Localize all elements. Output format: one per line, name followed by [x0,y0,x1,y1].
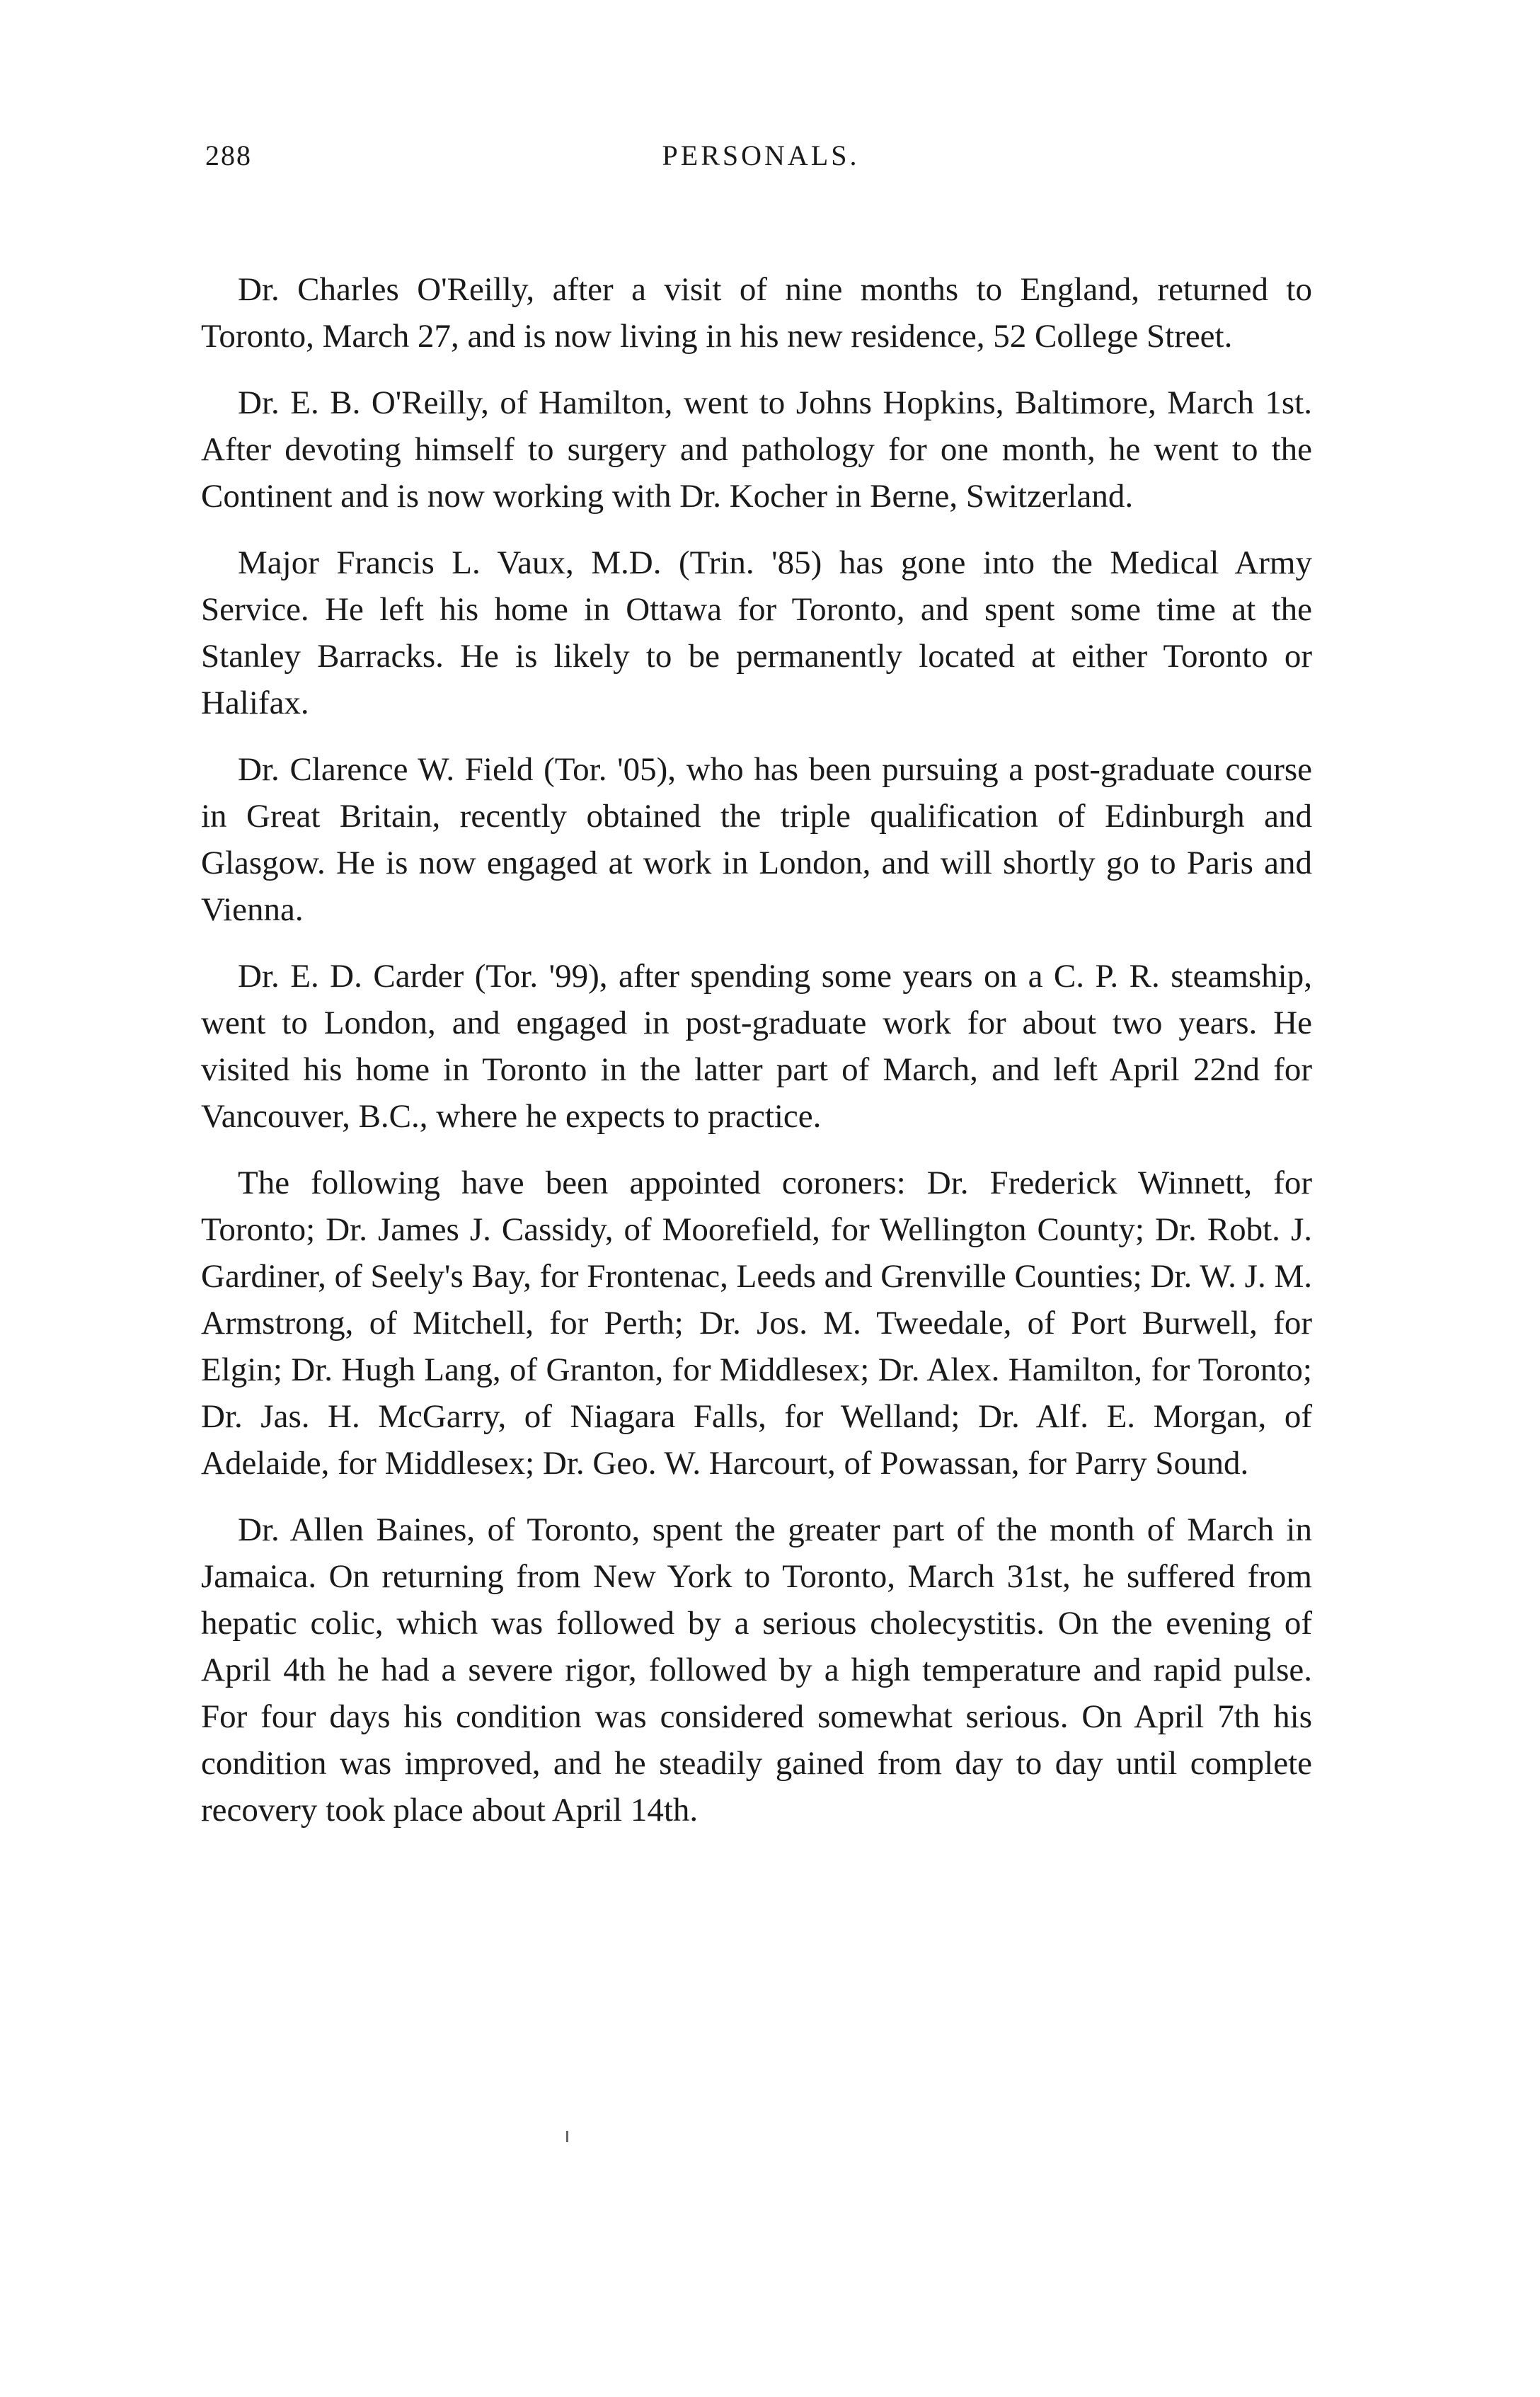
paragraph-coroners: The following have been appointed coroners: Dr. Frederick Winnett, for Toronto; Dr. James J. Cassidy, of Moorefield, for Wellington County; Dr. Robt. J. Gardiner, of Seely's Bay, for Frontenac, Leeds and Grenville Counties; Dr. W. J. M. Armstrong, of Mitchell, for Perth; Dr. Jos. M. Tweedale, of Port Burwell, for Elgin; Dr. Hugh Lang, of Granton, for Middlesex; Dr. Alex. Hamilton, for Toronto; Dr. Jas. H. McGarry, of Niagara Falls, for Welland; Dr. Alf. E. Morgan, of Adelaide, for Middlesex; Dr. Geo. W. Harcourt, of Powassan, for Parry Sound. [201,1165,1312,1482]
page-number: 288 [205,139,252,171]
body-text [201,266,1312,1853]
running-title: PERSONALS. [662,139,860,171]
paragraph-allen-baines: Dr. Allen Baines, of Toronto, spent the greater part of the month of March in Jamaica. On returning from New York to Toronto, March 31st, he suffered from hepatic colic, which was followed by a serious cholecystitis. On the evening of April 4th he had a severe rigor, followed by a high temperature and rapid pulse. For four days his condition was considered somewhat serious. On April 7th his condition was improved, and he steadily gained from day to day until complete recovery took place about April 14th. [201,1511,1312,1829]
paragraph-charles-oreilly: Dr. Charles O'Reilly, after a visit of nine months to England, returned to Toronto, March 27, and is now living in his new residence, 52 College Street. [201,271,1312,355]
paragraph-francis-vaux: Major Francis L. Vaux, M.D. (Trin. '85) has gone into the Medical Army Service. He left his home in Ottawa for Toronto, and spent some time at the Stanley Barracks. He is likely to be permanently located at either Toronto or Halifax. [201,544,1312,721]
paragraph-clarence-field: Dr. Clarence W. Field (Tor. '05), who has been pursuing a post-graduate course in Great Britain, recently obtained the triple qualification of Edinburgh and Glasgow. He is now engaged at work in London, and will shortly go to Paris and Vienna. [201,751,1312,928]
paragraph-ed-carder: Dr. E. D. Carder (Tor. '99), after spending some years on a C. P. R. steamship, went to London, and engaged in post-graduate work for about two years. He visited his home in Toronto in the latter part of March, and left April 22nd for Vancouver, B.C., where he expects to practice. [201,958,1312,1135]
end-mark [566,2131,568,2142]
running-head [205,139,1316,181]
paragraph-eb-oreilly: Dr. E. B. O'Reilly, of Hamilton, went to Johns Hopkins, Baltimore, March 1st. After devoting himself to surgery and pathology for one month, he went to the Continent and is now working with Dr. Kocher in Berne, Switzerland. [201,384,1312,515]
